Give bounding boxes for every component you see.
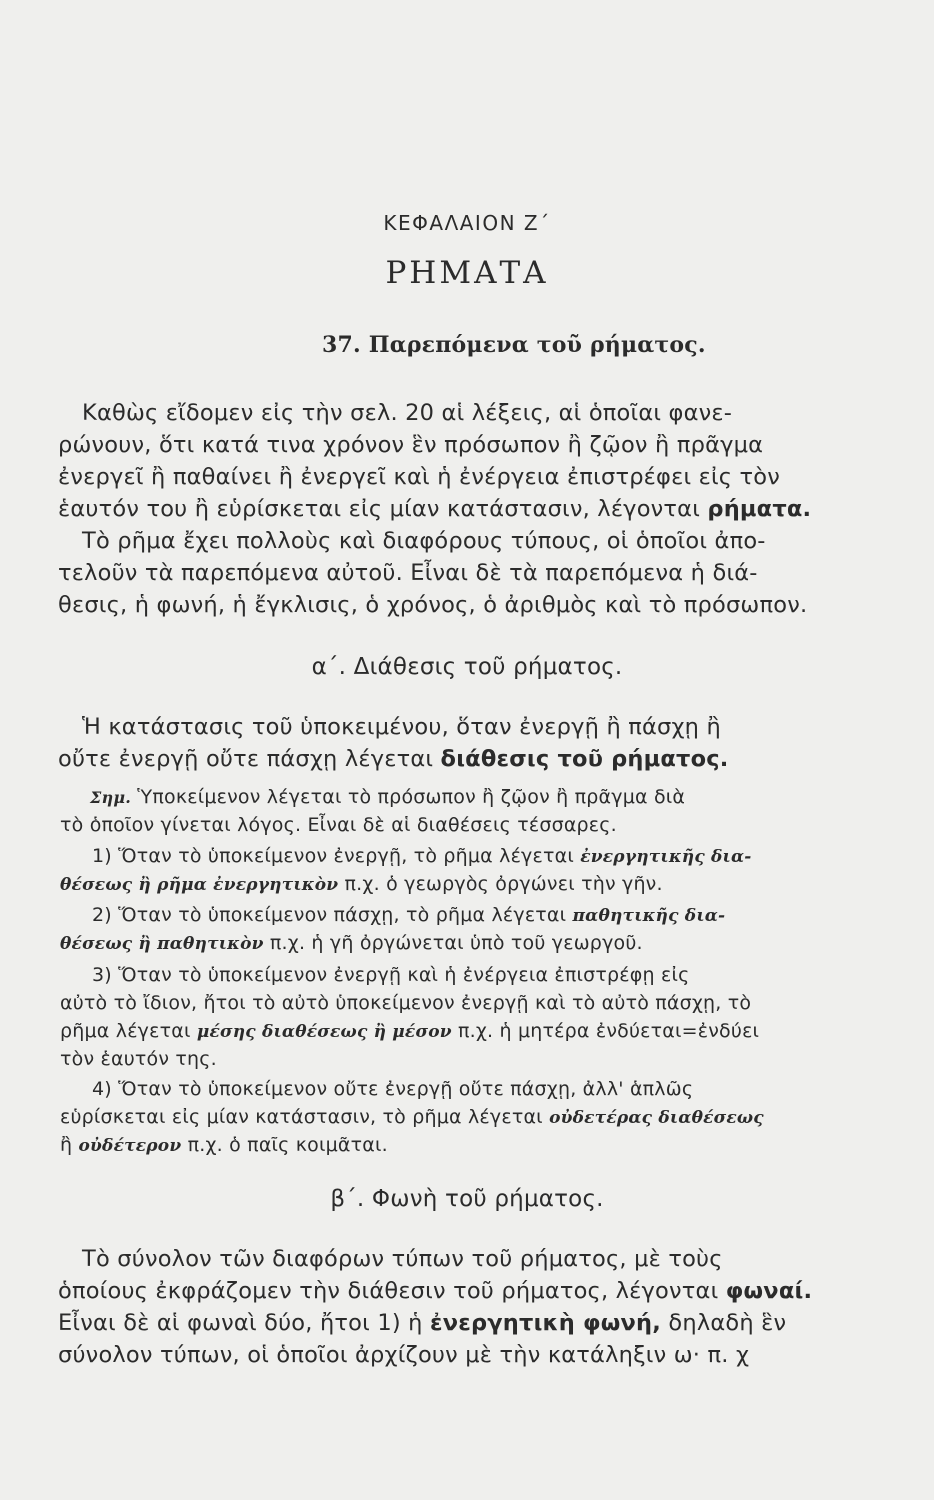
chapter-label: ΚΕΦΑΛΑΙΟΝ Ζ΄: [383, 211, 551, 235]
bold-term: ρήματα.: [707, 496, 812, 522]
list-item-4-cont: ἢ οὐδέτερον π.χ. ὁ παῖς κοιμᾶται.: [60, 1134, 388, 1156]
list-item-1-cont: θέσεως ἢ ρῆμα ἐνεργητικὸν π.χ. ὁ γεωργὸς ὀργώνει τὴν γῆν.: [60, 873, 663, 895]
bold-term: φωναί.: [725, 1278, 813, 1304]
list-item-3-cont: ρῆμα λέγεται μέσης διαθέσεως ἢ μέσον π.χ. ἡ μητέρα ἐνδύεται=ἐνδύει: [60, 1020, 760, 1042]
note-line: [90, 784, 685, 811]
paragraph-line: [58, 744, 729, 774]
list-item-3-cont: τὸν ἑαυτόν της.: [60, 1048, 217, 1070]
list-item-2-cont: θέσεως ἢ παθητικὸν π.χ. ἡ γῆ ὀργώνεται ὑπὸ τοῦ γεωργοῦ.: [60, 932, 643, 954]
paragraph-line: [58, 494, 811, 524]
note-label: Σημ.: [90, 788, 132, 807]
paragraph-line: Ἡ κατάστασις τοῦ ὑποκειμένου, ὅταν ἐνεργῇ ἢ πάσχῃ ἢ: [82, 714, 721, 740]
paragraph-line: Καθὼς εἴδομεν εἰς τὴν σελ. 20 αἱ λέξεις, αἱ ὁποῖαι φανε-: [82, 400, 733, 426]
page-title: ΡΗΜΑΤΑ: [385, 255, 549, 291]
list-item-4-cont: εὑρίσκεται εἰς μίαν κατάστασιν, τὸ ρῆμα λέγεται οὐδετέρας διαθέσεως: [60, 1106, 764, 1128]
paragraph-line: σύνολον τύπων, οἱ ὁποῖοι ἀρχίζουν μὲ τὴν κατάληξιν ω· π. χ: [58, 1342, 750, 1368]
paragraph-text: ἑαυτόν του ἢ εὑρίσκεται εἰς μίαν κατάστασιν, λέγονται: [58, 496, 701, 522]
note-text: Ὑποκείμενον λέγεται τὸ πρόσωπον ἢ ζῷον ἢ πρᾶγμα διὰ: [137, 786, 686, 808]
paragraph-line: ρώνουν, ὅτι κατά τινα χρόνον ἓν πρόσωπον ἢ ζῷον ἢ πρᾶγμα: [58, 432, 764, 458]
section-heading-37: 37. Παρεπόμενα τοῦ ρήματος.: [322, 332, 706, 358]
subsection-heading-b: β΄. Φωνὴ τοῦ ρήματος.: [330, 1186, 604, 1212]
bold-term: ἐνεργητικὴ φωνή,: [429, 1310, 662, 1336]
list-item-2: 2) Ὅταν τὸ ὑποκείμενον πάσχῃ, τὸ ρῆμα λέγεται παθητικῆς δια-: [92, 904, 726, 926]
paragraph-line: τελοῦν τὰ παρεπόμενα αὐτοῦ. Εἶναι δὲ τὰ παρεπόμενα ἡ διά-: [58, 560, 758, 586]
paragraph-line: ὁποίους ἐκφράζομεν τὴν διάθεσιν τοῦ ρήματος, λέγονται φωναί.: [58, 1278, 813, 1304]
paragraph-line: Τὸ ρῆμα ἔχει πολλοὺς καὶ διαφόρους τύπους, οἱ ὁποῖοι ἀπο-: [82, 528, 766, 554]
bold-term: διάθεσις τοῦ ρήματος.: [440, 746, 729, 772]
paragraph-text: οὔτε ἐνεργῇ οὔτε πάσχῃ λέγεται: [58, 746, 434, 772]
list-item-3: 3) Ὅταν τὸ ὑποκείμενον ἐνεργῇ καὶ ἡ ἐνέργεια ἐπιστρέφῃ εἰς: [92, 964, 690, 986]
subsection-heading-a: α΄. Διάθεσις τοῦ ρήματος.: [311, 654, 623, 680]
list-item-4: 4) Ὅταν τὸ ὑποκείμενον οὔτε ἐνεργῇ οὔτε πάσχῃ, ἀλλ' ἁπλῶς: [92, 1078, 694, 1100]
list-item-1: 1) Ὅταν τὸ ὑποκείμενον ἐνεργῇ, τὸ ρῆμα λέγεται ἐνεργητικῆς δια-: [92, 845, 752, 867]
paragraph-line: ἐνεργεῖ ἢ παθαίνει ἢ ἐνεργεῖ καὶ ἡ ἐνέργεια ἐπιστρέφει εἰς τὸν: [58, 464, 781, 490]
list-item-3-cont: αὐτὸ τὸ ἴδιον, ἤτοι τὸ αὐτὸ ὑποκείμενον ἐνεργῇ καὶ τὸ αὐτὸ πάσχῃ, τὸ: [60, 992, 752, 1014]
paragraph-line: Εἶναι δὲ αἱ φωναὶ δύο, ἤτοι 1) ἡ ἐνεργητικὴ φωνή, δηλαδὴ ἓν: [58, 1310, 787, 1336]
paragraph-line: θεσις, ἡ φωνή, ἡ ἔγκλισις, ὁ χρόνος, ὁ ἀριθμὸς καὶ τὸ πρόσωπον.: [58, 592, 808, 618]
paragraph-line: Τὸ σύνολον τῶν διαφόρων τύπων τοῦ ρήματος, μὲ τοὺς: [82, 1246, 723, 1272]
note-line: τὸ ὁποῖον γίνεται λόγος. Εἶναι δὲ αἱ διαθέσεις τέσσαρες.: [60, 814, 617, 836]
